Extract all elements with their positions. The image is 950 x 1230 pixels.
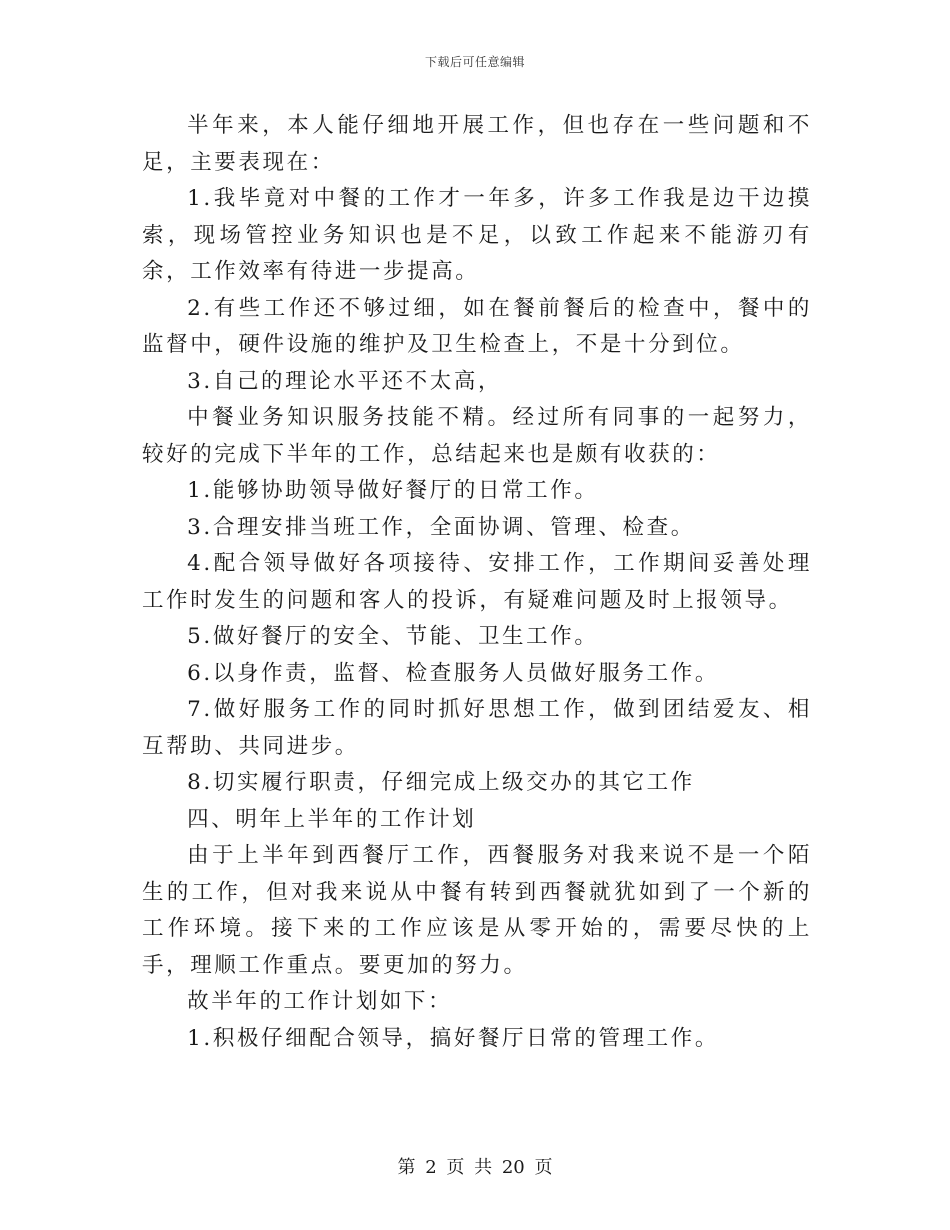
paragraph: 故半年的工作计划如下： <box>187 989 453 1014</box>
paragraph: 6.以身作责，监督、检查服务人员做好服务工作。 <box>187 660 719 686</box>
paragraph: 7.做好服务工作的同时抓好思想工作，做到团结爱友、相互帮助、共同进步。 <box>142 697 812 759</box>
paragraph: 3.合理安排当班工作，全面协调、管理、检查。 <box>187 514 695 540</box>
paragraph: 3.自己的理论水平还不太高， <box>187 368 503 394</box>
paragraph: 1.我毕竟对中餐的工作才一年多，许多工作我是边干边摸索，现场管控业务知识也是不足，以致工作起来不能游刃有余，工作效率有待进一步提高。 <box>142 186 812 284</box>
section-heading: 四、明年上半年的工作计划 <box>187 806 477 832</box>
paragraph: 由于上半年到西餐厅工作，西餐服务对我来说不是一个陌生的工作，但对我来说从中餐有转到西餐就犹如到了一个新的工作环境。接下来的工作应该是从零开始的，需要尽快的上手，理顺工作重点。要更加的努力。 <box>142 843 812 978</box>
paragraph: 1.积极仔细配合领导，搞好餐厅日常的管理工作。 <box>187 1025 719 1051</box>
paragraph: 中餐业务知识服务技能不精。经过所有同事的一起努力，较好的完成下半年的工作，总结起来也是颇有收获的： <box>142 405 812 467</box>
paragraph: 8.切实履行职责，仔细完成上级交办的其它工作 <box>187 770 695 795</box>
page-header: 下载后可任意编辑 <box>424 55 525 69</box>
paragraph: 1.能够协助领导做好餐厅的日常工作。 <box>187 478 599 503</box>
document-body <box>142 108 812 1057</box>
paragraph: 5.做好餐厅的安全、节能、卫生工作。 <box>187 624 599 649</box>
page-footer: 第 2 页 共 20 页 <box>397 1157 553 1178</box>
paragraph: 半年来，本人能仔细地开展工作，但也存在一些问题和不足，主要表现在： <box>142 113 812 175</box>
paragraph: 4.配合领导做好各项接待、安排工作，工作期间妥善处理工作时发生的问题和客人的投诉，有疑难问题及时上报领导。 <box>142 551 812 613</box>
paragraph: 2.有些工作还不够过细，如在餐前餐后的检查中，餐中的监督中，硬件设施的维护及卫生检查上，不是十分到位。 <box>142 295 812 357</box>
